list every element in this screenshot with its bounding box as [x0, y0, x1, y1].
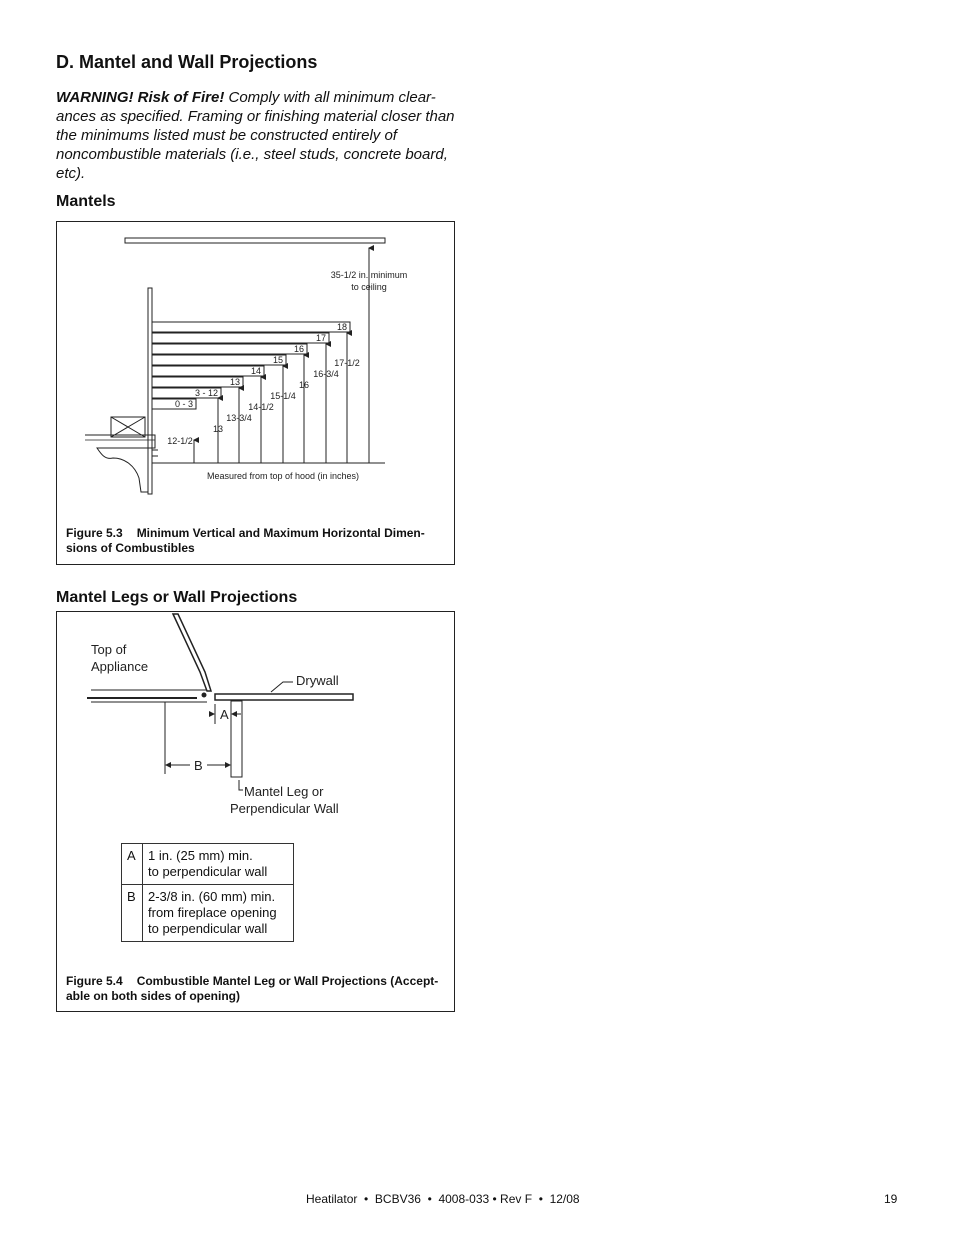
height-label: 13-3/4: [226, 413, 252, 423]
clearance-table: [121, 843, 294, 942]
height-label: 16: [298, 380, 310, 390]
baseline-note: Measured from top of hood (in inches): [206, 471, 360, 481]
caption-number: Figure 5.3: [66, 526, 123, 540]
shelf-depth-label: 16: [293, 344, 304, 354]
figure-5-3-caption: [66, 526, 454, 556]
mantel-shelves: [152, 322, 350, 409]
dim-b-label: B: [194, 758, 203, 773]
shelf-depth-label: 14: [250, 366, 261, 376]
caption-text: Minimum Vertical and Maximum Horizontal Dimen-sions of Combustibles: [66, 526, 425, 555]
figure-5-4: [56, 611, 455, 1012]
drywall-leader: [271, 682, 293, 692]
page-number: 19: [884, 1192, 898, 1206]
mantel-legs-heading: Mantel Legs or Wall Projections: [56, 589, 298, 606]
section-title: D. Mantel and Wall Projections: [56, 52, 318, 72]
leg-label-1: Mantel Leg or: [244, 784, 324, 799]
mantel-leg: [231, 701, 242, 777]
mantel-clearance-diagram: [57, 222, 453, 522]
drywall-label: Drywall: [296, 673, 339, 688]
row-key: A: [122, 844, 143, 885]
shelf-depth-label: 0 - 3: [174, 399, 193, 409]
table-row: [122, 885, 294, 942]
leg-leader: [239, 780, 243, 790]
mantel-shelf: [152, 344, 307, 354]
shelf-depth-label: 13: [229, 377, 240, 387]
shelf-depth-label: 17: [315, 333, 326, 343]
shelf-depth-label: 3 - 12: [194, 388, 218, 398]
leg-label-2: Perpendicular Wall: [230, 801, 339, 816]
mantel-leg-diagram: [57, 612, 453, 832]
mantel-shelf: [152, 366, 264, 376]
table-row: [122, 844, 294, 885]
caption-number: Figure 5.4: [66, 974, 123, 988]
height-label: 15-1/4: [270, 391, 296, 401]
warning-lead: WARNING! Risk of Fire!: [56, 89, 225, 106]
height-label: 16-3/4: [313, 369, 339, 379]
height-label: 17-1/2: [334, 358, 360, 368]
shelf-depth-label: 15: [272, 355, 283, 365]
figure-5-3: [56, 221, 455, 565]
ceiling: [125, 238, 385, 243]
hinge-icon: [202, 693, 207, 698]
footer-text: Heatilator • BCBV36 • 4008-033 • Rev F • 12/08: [306, 1192, 580, 1206]
warning-text: Comply with all minimum clear-ances as specified. Framing or finishing material closer than the minimums listed must be constructed entirely of noncombustible materials (i.e., steel studs, concrete board, etc).: [56, 89, 455, 182]
height-label: 14-1/2: [248, 402, 274, 412]
caption-text: Combustible Mantel Leg or Wall Projections (Accept-able on both sides of opening): [66, 974, 439, 1003]
mantel-shelf: [152, 355, 286, 365]
mantel-shelf: [152, 322, 350, 332]
row-key: B: [122, 885, 143, 942]
shelf-depth-label: 18: [336, 322, 347, 332]
height-label: 12-1/2: [167, 436, 193, 446]
row-value: 2-3/8 in. (60 mm) min. from fireplace opening to perpendicular wall: [143, 885, 294, 942]
fireplace-hood: [85, 417, 158, 492]
top-label-2: Appliance: [91, 659, 149, 674]
figure-5-4-caption: [66, 974, 454, 1004]
row-value: 1 in. (25 mm) min. to perpendicular wall: [143, 844, 294, 885]
mantels-heading: Mantels: [56, 193, 116, 210]
ceiling-note-2: to ceiling: [351, 282, 387, 292]
fire-warning: [56, 88, 456, 183]
wall: [148, 288, 152, 494]
drywall: [215, 694, 353, 700]
height-label: 13: [212, 424, 224, 434]
ceiling-note-1: 35-1/2 in. minimum: [330, 270, 408, 280]
mantel-shelf: [152, 333, 329, 343]
door-panel: [173, 614, 211, 691]
dim-a-label: A: [220, 707, 229, 722]
top-label-1: Top of: [91, 642, 127, 657]
